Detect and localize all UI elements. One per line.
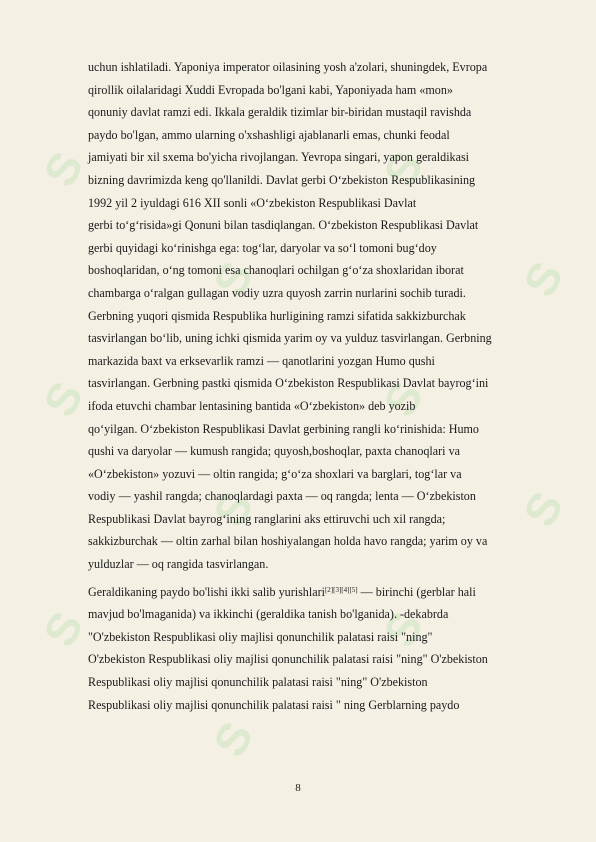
- text-line: bizning davrimizda keng qo'llanildi. Davlat gerbi O‘zbekiston Respublikasining: [88, 172, 476, 187]
- text-line: qonuniy davlat ramzi edi. Ikkala geraldik tizimlar bir-biridan mustaqil ravishda: [88, 105, 472, 120]
- svg-text:S: S: [32, 143, 94, 195]
- svg-text:S: S: [372, 143, 434, 195]
- text-line: Gerbning yuqori qismida Respublika hurligining ramzi sifatida sakkizburchak: [88, 308, 466, 323]
- text-line: O'zbekiston Respublikasi oliy majlisi qonunchilik palatasi raisi "ning" O'zbekiston: [88, 652, 488, 667]
- text-line: tasvirlangan. Gerbning pastki qismida O‘zbekiston Respublikasi Davlat bayrog‘ini: [88, 376, 489, 391]
- text-line: markazida baxt va erksevarlik ramzi — qanotlarini yozgan Humo qushi: [88, 353, 435, 368]
- text-line: "O'zbekiston Respublikasi oliy majlisi qonunchilik palatasi raisi "ning": [88, 629, 433, 644]
- svg-text:S: S: [202, 483, 264, 535]
- paragraph-2-lead: Geraldikaning paydo bo'lishi ikki salib yurishlari: [88, 584, 325, 599]
- text-line: tasvirlangan bo‘lib, uning ichki qismida yarim oy va yulduz tasvirlangan. Gerbning: [88, 331, 492, 346]
- paragraph-1: [88, 56, 543, 576]
- text-line: mavjud bo'lmaganida) va ikkinchi (geraldika tanish bo'lganida). -dekabrda: [88, 607, 449, 622]
- text-line: sakkizburchak — oltin zarhal bilan hoshiyalangan holda havo rangda; yarim oy va: [88, 534, 488, 549]
- svg-text:S: S: [372, 373, 434, 425]
- svg-text:S: S: [372, 603, 434, 655]
- svg-text:S: S: [512, 483, 574, 535]
- page-body: [88, 56, 543, 716]
- text-line: uchun ishlatiladi. Yaponiya imperator oilasining yosh a'zolari, shuningdek, Evropa: [88, 60, 488, 74]
- svg-text:S: S: [32, 603, 94, 655]
- svg-text:S: S: [202, 253, 264, 305]
- text-line: paydo bo'lgan, ammo ularning o'xshashligi ajablanarli emas, chunki feodal: [88, 127, 450, 142]
- text-line: vodiy — yashil rangda; chanoqlardagi paxta — oq rangda; lenta — O‘zbekiston: [88, 489, 476, 504]
- text-line: «O‘zbekiston» yozuvi — oltin rangida; g‘o‘za shoxlari va barglari, tog‘lar va: [88, 466, 462, 481]
- citation-superscript[interactable]: [2][3][4][5]: [324, 585, 358, 594]
- text-line: 1992 yil 2 iyuldagi 616 XII sonli «O‘zbekiston Respublikasi Davlat: [88, 195, 417, 210]
- svg-text:S: S: [512, 253, 574, 305]
- text-line: qo‘yilgan. O‘zbekiston Respublikasi Davlat gerbining rangli ko‘rinishida: Humo: [88, 421, 479, 436]
- text-line: chambarga o‘ralgan gullagan vodiy uzra quyosh zarrin nurlarini sochib turadi.: [88, 285, 466, 300]
- page-number: 8: [295, 782, 301, 794]
- text-line: boshoqlaridan, o‘ng tomoni esa chanoqlari ochilgan g‘o‘za shoxlaridan iborat: [88, 263, 464, 278]
- svg-text:S: S: [202, 713, 264, 765]
- text-line: gerbi quyidagi ko‘rinishga ega: tog‘lar, daryolar va so‘l tomoni bug‘doy: [88, 240, 437, 255]
- text-line: Respublikasi oliy majlisi qonunchilik palatasi raisi "ning" O'zbekiston: [88, 675, 428, 690]
- text-line: Respublikasi Davlat bayrog‘ining ranglarini aks ettiruvchi uch xil rangda;: [88, 511, 446, 526]
- text-line: qushi va daryolar — kumush rangida; quyosh,boshoqlar, paxta chanoqlari va: [88, 444, 460, 459]
- paragraph-2-lead-rest: — birinchi (gerblar hali: [357, 584, 476, 599]
- paragraph-2: [88, 581, 543, 717]
- text-line: Respublikasi oliy majlisi qonunchilik palatasi raisi " ning Gerblarning paydo: [88, 697, 460, 712]
- text-line: jamiyati bir xil sxema bo'yicha rivojlangan. Yevropa singari, yapon geraldikasi: [88, 150, 470, 165]
- text-line: yulduzlar — oq rangida tasvirlangan.: [88, 557, 269, 572]
- text-line: [88, 581, 543, 604]
- svg-text:S: S: [32, 373, 94, 425]
- text-line: ifoda etuvchi chambar lentasining bantida «O‘zbekiston» deb yozib: [88, 398, 416, 413]
- text-line: qirollik oilalaridagi Xuddi Evropada bo'lgani kabi, Yaponiyada ham «mon»: [88, 82, 453, 97]
- text-line: gerbi to‘g‘risida»gi Qonuni bilan tasdiqlangan. O‘zbekiston Respublikasi Davlat: [88, 218, 479, 233]
